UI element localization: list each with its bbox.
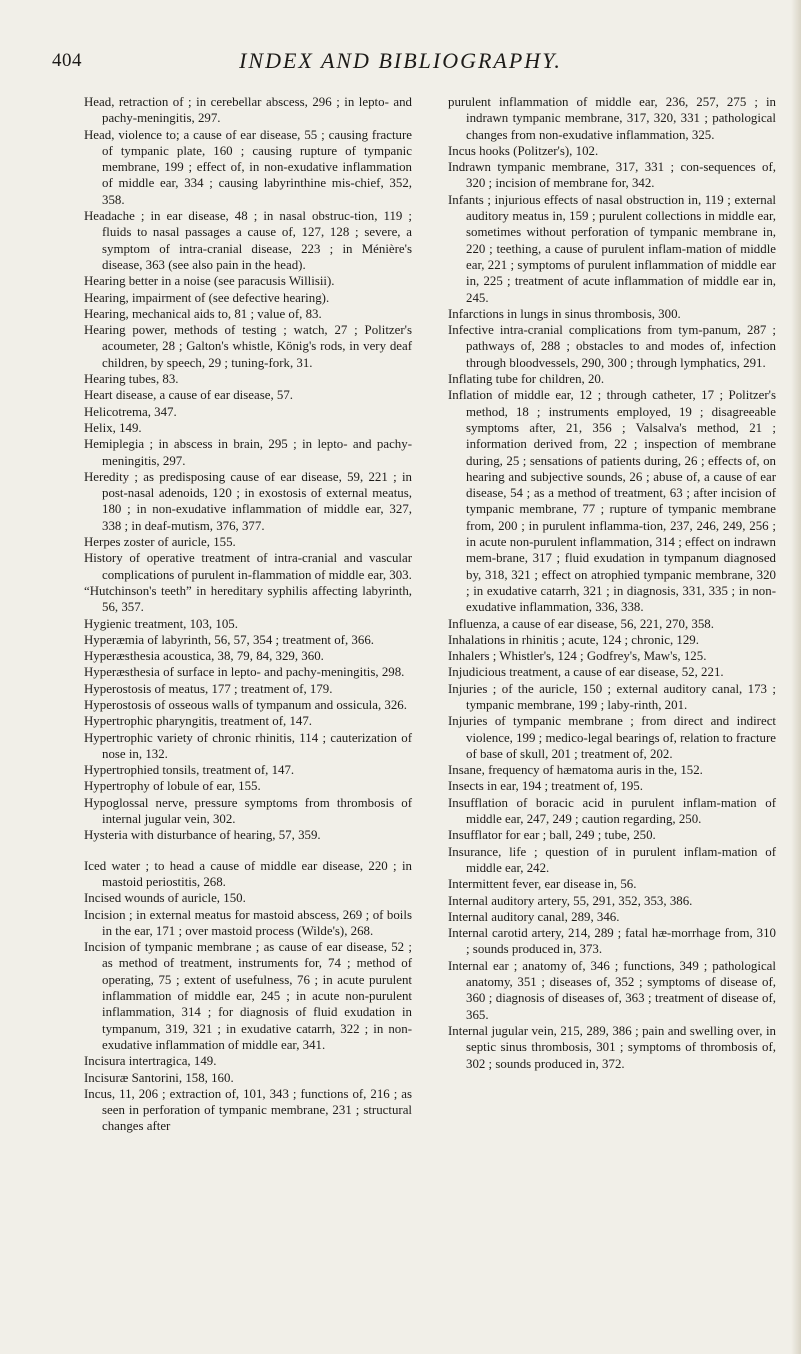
index-entry: Herpes zoster of auricle, 155. xyxy=(84,535,236,550)
index-entry: Intermittent fever, ear disease in, 56. xyxy=(448,877,637,892)
index-entry: Iced water ; to head a cause of middle ear disease, 220 ; in mastoid periostitis, 268. xyxy=(84,858,412,889)
index-entry: Incisuræ Santorini, 158, 160. xyxy=(84,1070,234,1085)
index-entry: Hyperostosis of meatus, 177 ; treatment of, 179. xyxy=(84,681,333,696)
index-entry: History of operative treatment of intra-cranial and vascular complications of purulent in-flammation of middle ear, 303. xyxy=(84,551,412,582)
index-entry: Infarctions in lungs in sinus thrombosis, 300. xyxy=(448,306,681,321)
index-entry: Insurance, life ; question of in purulent inflam-mation of middle ear, 242. xyxy=(448,844,776,875)
index-entry: Infants ; injurious effects of nasal obstruction in, 119 ; external auditory meatus in, 159 ; purulent collections in middle ear, sometimes without perforation of tympanic membrane in, 220 ; teething, a cause of purulent inflam-mation of middle ear, 221 ; symptoms of purulent inflammation of middle ear in, 225 ; treatment of acute inflammation of middle ear in, 245. xyxy=(448,192,776,305)
index-entry: Internal jugular vein, 215, 289, 386 ; pain and swelling over, in septic sinus thrombosis, 301 ; symptoms of thrombosis of, 302 ; sounds produced in, 372. xyxy=(448,1023,776,1071)
index-entry: Inhalations in rhinitis ; acute, 124 ; chronic, 129. xyxy=(448,632,699,647)
index-entry: Insane, frequency of hæmatoma auris in the, 152. xyxy=(448,763,703,778)
index-entry: Influenza, a cause of ear disease, 56, 221, 270, 358. xyxy=(448,616,714,631)
index-entry: Injuries ; of the auricle, 150 ; external auditory canal, 173 ; tympanic membrane, 199 ; laby-rinth, 201. xyxy=(448,681,776,712)
index-entry: Hyperostosis of osseous walls of tympanum and ossicula, 326. xyxy=(84,697,407,712)
index-entry: Headache ; in ear disease, 48 ; in nasal obstruc-tion, 119 ; fluids to nasal passages a cause of, 127, 128 ; severe, a symptom of intra-cranial disease, 223 ; in Ménière's disease, 363 (see also pain in the head). xyxy=(84,209,412,272)
index-entry: Hearing, impairment of (see defective hearing). xyxy=(84,290,330,305)
index-entry: Head, retraction of ; in cerebellar abscess, 296 ; in lepto- and pachy-meningitis, 297. xyxy=(84,95,412,126)
index-entry: Hemiplegia ; in abscess in brain, 295 ; in lepto- and pachy-meningitis, 297. xyxy=(84,437,412,468)
left-column xyxy=(84,94,412,1135)
index-entry: Incus, 11, 206 ; extraction of, 101, 343 ; functions of, 216 ; as seen in perforation of tympanic membrane, 231 ; structural changes after xyxy=(84,1086,412,1134)
index-entry: Inflation of middle ear, 12 ; through catheter, 17 ; Politzer's method, 18 ; instruments employed, 19 ; disagreeable symptoms after, 21, 356 ; Valsalva's method, 21 ; information derived from, 22 ; inspection of membrane during, 25 ; sensations of patients during, 26 ; effects of, on hearing and subjective sounds, 26 ; abuse of, a cause of ear disease, 54 ; as a method of treatment, 63 ; after incision of tympanic membrane, 77 ; rupture of tympanic membrane from, 200 ; in purulent inflamma-tion, 237, 246, 249, 256 ; in acute non-purulent inflammation, 314 ; effect on indrawn mem-brane, 317 ; fluid exudation in tympanum diagnosed by, 318, 321 ; effect on atrophied tympanic membrane, 320 ; in exudative catarrh, 321 ; in diagnosis, 331, 335 ; in non-exudative inflammation, 336, 338. xyxy=(448,388,776,615)
index-entry: Incised wounds of auricle, 150. xyxy=(84,891,246,906)
index-entry: Insects in ear, 194 ; treatment of, 195. xyxy=(448,779,643,794)
index-entry: Hypertrophic variety of chronic rhinitis, 114 ; cauterization of nose in, 132. xyxy=(84,730,412,761)
index-entry: Hypoglossal nerve, pressure symptoms from thrombosis of internal jugular vein, 302. xyxy=(84,795,412,827)
index-entry: Insufflation of boracic acid in purulent inflam-mation of middle ear, 247, 249 ; caution regarding, 250. xyxy=(448,795,776,827)
index-entry: Hypertrophied tonsils, treatment of, 147. xyxy=(84,763,295,778)
index-entry: Hypertrophic pharyngitis, treatment of, 147. xyxy=(84,714,313,729)
index-entry: Hysteria with disturbance of hearing, 57, 359. xyxy=(84,828,321,843)
index-entry: Head, violence to; a cause of ear disease, 55 ; causing fracture of tympanic plate, 160 ; causing rupture of tympanic membrane, 199 ; effect of, in non-exudative inflammation of middle ear, 334 ; causing labyrinthine mis-chief, 352, 358. xyxy=(84,127,412,207)
index-entry: Hearing tubes, 83. xyxy=(84,372,179,387)
index-entry: Insufflator for ear ; ball, 249 ; tube, 250. xyxy=(448,828,656,843)
index-entry: Helicotrema, 347. xyxy=(84,404,177,419)
index-entry: Incus hooks (Politzer's), 102. xyxy=(448,143,599,158)
index-entry: Hearing better in a noise (see paracusis Willisii). xyxy=(84,274,335,289)
running-head: INDEX AND BIBLIOGRAPHY. xyxy=(239,48,562,73)
index-entry: purulent inflammation of middle ear, 236, 257, 275 ; in indrawn tympanic membrane, 317, 320, 331 ; pathological changes from non-exudative inflammation, 325. xyxy=(448,95,776,142)
index-entry: Incision ; in external meatus for mastoid abscess, 269 ; of boils in the ear, 171 ; over mastoid process (Wilde's), 268. xyxy=(84,907,412,938)
index-entry: Heart disease, a cause of ear disease, 57. xyxy=(84,388,294,403)
page-number: 404 xyxy=(52,50,82,71)
index-entry: Indrawn tympanic membrane, 317, 331 ; con-sequences of, 320 ; incision of membrane for, 342. xyxy=(448,160,776,191)
index-entry: Hyperæsthesia acoustica, 38, 79, 84, 329, 360. xyxy=(84,649,324,664)
index-entry: Incisura intertragica, 149. xyxy=(84,1054,217,1069)
index-entry: Internal carotid artery, 214, 289 ; fatal hæ-morrhage from, 310 ; sounds produced in, 373. xyxy=(448,926,776,957)
index-entry: Internal auditory artery, 55, 291, 352, 353, 386. xyxy=(448,893,693,908)
index-entry: Injudicious treatment, a cause of ear disease, 52, 221. xyxy=(448,665,724,680)
index-entry: Hypertrophy of lobule of ear, 155. xyxy=(84,779,261,794)
index-entry: Helix, 149. xyxy=(84,420,142,435)
index-entry: Injuries of tympanic membrane ; from direct and indirect violence, 199 ; medico-legal bearings of, relation to fracture of base of skull, 201 ; treatment of, 202. xyxy=(448,714,776,761)
index-entry: Hearing, mechanical aids to, 81 ; value of, 83. xyxy=(84,306,322,321)
index-entry: Hearing power, methods of testing ; watch, 27 ; Politzer's acoumeter, 28 ; Galton's whistle, König's rods, in very deaf children, by speech, 29 ; tuning-fork, 31. xyxy=(84,323,412,370)
page-edge-shadow xyxy=(791,0,801,1354)
index-entry: Internal auditory canal, 289, 346. xyxy=(448,909,620,924)
index-entry: “Hutchinson's teeth” in hereditary syphilis affecting labyrinth, 56, 357. xyxy=(84,583,412,615)
index-entry: Incision of tympanic membrane ; as cause of ear disease, 52 ; as method of treatment, instruments for, 74 ; method of operating, 75 ; extent of usefulness, 76 ; in acute purulent inflammation of middle ear, 245 ; in acute non-purulent inflammation, 314 ; for diagnosis of fluid exudation in tympanum, 319, 321 ; in exudative catarrh, 322 ; in non-exudative inflammation of middle ear, 341. xyxy=(84,940,412,1052)
right-column xyxy=(448,94,776,1072)
index-entry: Inhalers ; Whistler's, 124 ; Godfrey's, Maw's, 125. xyxy=(448,649,707,664)
index-entry: Hyperæmia of labyrinth, 56, 57, 354 ; treatment of, 366. xyxy=(84,632,374,647)
index-entry: Hyperæsthesia of surface in lepto- and pachy-meningitis, 298. xyxy=(84,665,405,680)
index-entry: Infective intra-cranial complications from tym-panum, 287 ; pathways of, 288 ; obstacles to and modes of, infection through bloodvessels, 290, 300 ; through lymphatics, 291. xyxy=(448,323,776,370)
index-entry: Hygienic treatment, 103, 105. xyxy=(84,616,238,631)
index-entry: Inflating tube for children, 20. xyxy=(448,372,605,387)
index-entry: Internal ear ; anatomy of, 346 ; functions, 349 ; pathological anatomy, 351 ; diseases of, 352 ; symptoms of disease of, 360 ; diagnosis of diseases of, 363 ; treatment of disease of, 365. xyxy=(448,958,776,1022)
index-entry: Heredity ; as predisposing cause of ear disease, 59, 221 ; in post-nasal adenoids, 120 ; in exostosis of external meatus, 180 ; in non-exudative inflammation of middle ear, 327, 338 ; in deaf-mutism, 376, 377. xyxy=(84,469,412,533)
